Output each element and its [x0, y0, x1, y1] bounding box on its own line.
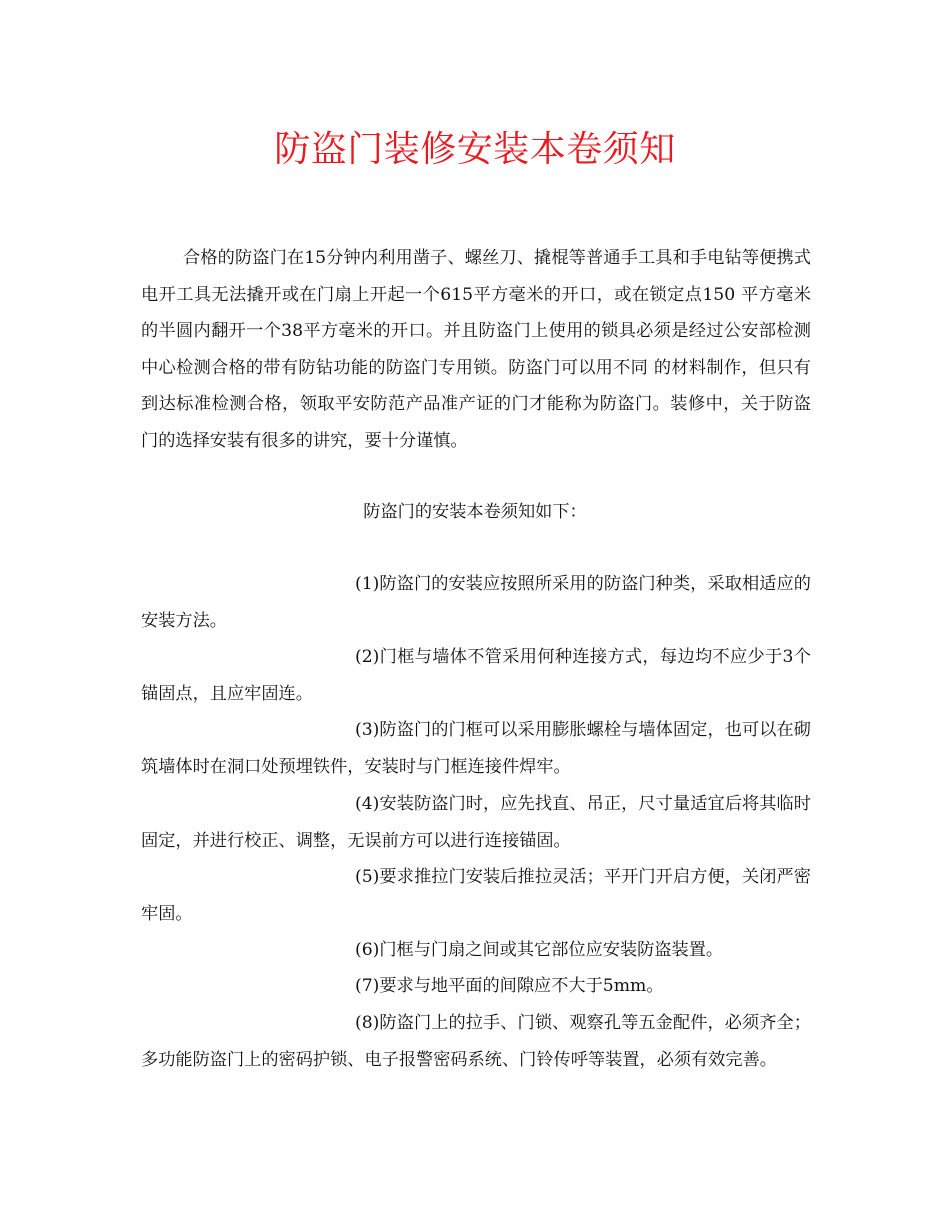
- list-item: (5)要求推拉门安装后推拉灵活；平开门开启方便，关闭严密牢固。: [141, 867, 811, 924]
- list-item: (7)要求与地平面的间隙应不大于5mm。: [355, 976, 664, 996]
- section-subheading: 防盗门的安装本卷须知如下：: [363, 502, 587, 522]
- list-item: (2)门框与墙体不管采用何种连接方式，每边均不应少于3个锚固点，且应牢固连。: [141, 647, 811, 704]
- list-item: (6)门框与门扇之间或其它部位应安装防盗装置。: [355, 940, 724, 960]
- list-item: (8)防盗门上的拉手、门锁、观察孔等五金配件，必须齐全；多功能防盗门上的密码护锁、电子报警密码系统、门铃传呼等装置，必须有效完善。: [141, 1013, 811, 1070]
- document-title: 防盗门装修安装本卷须知: [274, 129, 676, 170]
- intro-paragraph: 合格的防盗门在15分钟内利用凿子、螺丝刀、撬棍等普通手工具和手电钻等便携式电开工具无法撬开或在门扇上开起一个615平方毫米的开口，或在锁定点150 平方毫米的半圆内翻开一个38平方毫米的开口。并且防盗门上使用的锁具必须是经过公安部检测中心检测合格的带有防钻功能的防盗门专用锁。防盗门可以用不同 的材料制作，但只有到达标准检测合格，领取平安防范产品准产证的门才能称为防盗门。装修中，关于防盗门的选择安装有很多的讲究，要十分谨慎。: [141, 248, 811, 451]
- list-item: (3)防盗门的门框可以采用膨胀螺栓与墙体固定，也可以在砌筑墙体时在洞口处预埋铁件，安装时与门框连接件焊牢。: [141, 720, 811, 777]
- list-item: (1)防盗门的安装应按照所采用的防盗门种类，采取相适应的安装方法。: [141, 574, 811, 631]
- list-item: (4)安装防盗门时，应先找直、吊正，尺寸量适宜后将其临时固定，并进行校正、调整，无误前方可以进行连接锚固。: [141, 794, 811, 851]
